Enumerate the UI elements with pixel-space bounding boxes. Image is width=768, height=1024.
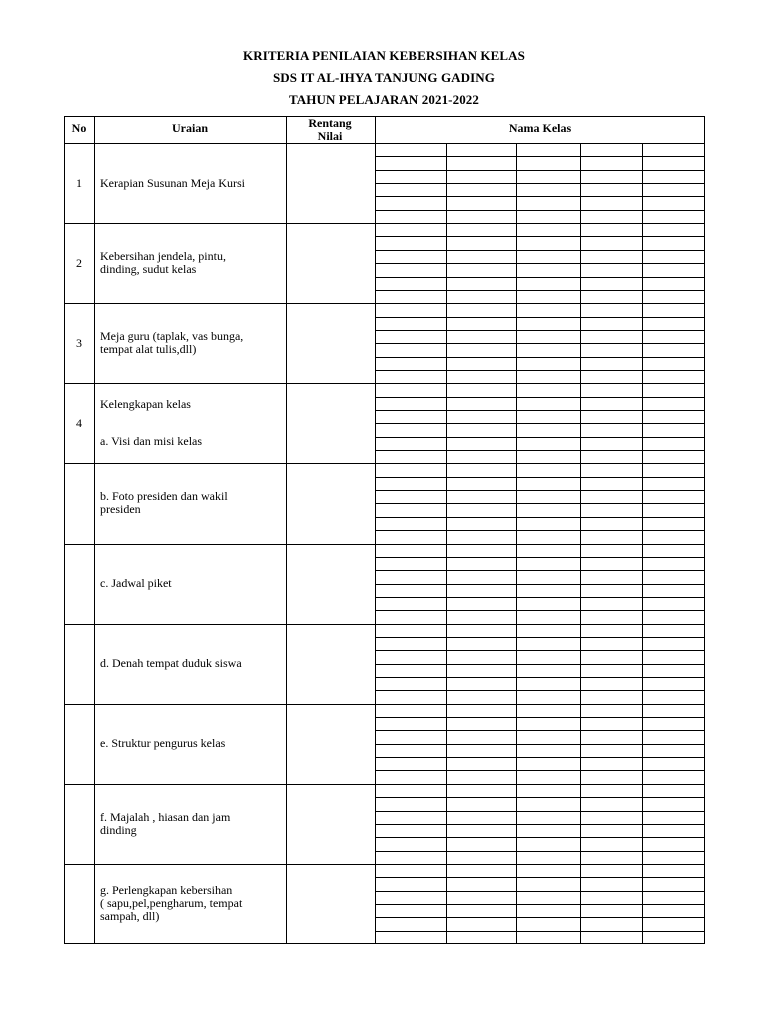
- kelas-row-divider: [375, 584, 705, 585]
- kelas-row-divider: [375, 610, 705, 611]
- uraian-cell: [100, 177, 280, 190]
- uraian-line: Kerapian Susunan Meja Kursi: [100, 175, 245, 190]
- uraian-line: ( sapu,pel,pengharum, tempat: [100, 896, 243, 911]
- kelas-row-divider: [375, 917, 705, 918]
- row-divider: [64, 784, 375, 785]
- kelas-row-divider: [375, 423, 705, 424]
- row-divider: [64, 383, 375, 384]
- school-name: SDS IT AL-IHYA TANJUNG GADING: [272, 70, 496, 85]
- kelas-row-divider: [375, 503, 705, 504]
- line-gap: [100, 411, 280, 435]
- kelas-row-divider: [375, 463, 705, 464]
- kelas-row-divider: [375, 864, 705, 865]
- kelas-row-divider: [375, 717, 705, 718]
- kelas-row-divider: [375, 450, 705, 451]
- uraian-cell: [100, 884, 280, 923]
- kelas-row-divider: [375, 757, 705, 758]
- row-divider: [64, 223, 375, 224]
- uraian-line: e. Struktur pengurus kelas: [100, 736, 226, 751]
- kelas-row-divider: [375, 263, 705, 264]
- uraian-cell: [100, 811, 280, 837]
- kelas-row-divider: [375, 196, 705, 197]
- kelas-row-divider: [375, 370, 705, 371]
- kelas-row-divider: [375, 183, 705, 184]
- kelas-row-divider: [375, 650, 705, 651]
- kelas-row-divider: [375, 690, 705, 691]
- kelas-row-divider: [375, 530, 705, 531]
- header-rentang-nilai: [286, 117, 374, 143]
- header-rentang-line2: Nilai: [317, 129, 343, 143]
- kelas-row-divider: [375, 330, 705, 331]
- kelas-row-divider: [375, 664, 705, 665]
- header-divider: [64, 143, 705, 144]
- row-divider: [64, 463, 375, 464]
- uraian-line: g. Perlengkapan kebersihan: [100, 883, 233, 898]
- uraian-line: Kebersihan jendela, pintu,: [100, 249, 226, 264]
- row-number: 3: [76, 336, 82, 351]
- kelas-row-divider: [375, 477, 705, 478]
- uraian-line: dinding: [100, 822, 137, 837]
- row-divider: [64, 704, 375, 705]
- row-divider: [64, 864, 375, 865]
- kelas-row-divider: [375, 824, 705, 825]
- kelas-row-divider: [375, 517, 705, 518]
- kelas-row-divider: [375, 317, 705, 318]
- row-number: 1: [76, 176, 82, 191]
- kelas-row-divider: [375, 437, 705, 438]
- document-title: KRITERIA PENILAIAN KEBERSIHAN KELAS: [243, 48, 525, 63]
- kelas-row-divider: [375, 383, 705, 384]
- uraian-cell: [100, 737, 280, 750]
- header-nama-kelas: Nama Kelas: [508, 121, 572, 135]
- kelas-row-divider: [375, 624, 705, 625]
- uraian-line: Meja guru (taplak, vas bunga,: [100, 329, 244, 344]
- kelas-row-divider: [375, 904, 705, 905]
- uraian-cell: [100, 250, 280, 276]
- header-no: No: [71, 121, 87, 135]
- kelas-row-divider: [375, 303, 705, 304]
- uraian-cell: [100, 577, 280, 590]
- kelas-row-divider: [375, 357, 705, 358]
- uraian-cell: [100, 657, 280, 670]
- column-divider-uraian: [286, 116, 287, 944]
- kelas-row-divider: [375, 797, 705, 798]
- kelas-row-divider: [375, 931, 705, 932]
- kelas-row-divider: [375, 557, 705, 558]
- kelas-row-divider: [375, 343, 705, 344]
- kelas-row-divider: [375, 837, 705, 838]
- kelas-row-divider: [375, 637, 705, 638]
- kelas-row-divider: [375, 877, 705, 878]
- uraian-line: a. Visi dan misi kelas: [100, 434, 203, 449]
- row-number: 2: [76, 256, 82, 271]
- kelas-row-divider: [375, 570, 705, 571]
- kelas-row-divider: [375, 410, 705, 411]
- kelas-row-divider: [375, 811, 705, 812]
- kelas-row-divider: [375, 891, 705, 892]
- kelas-row-divider: [375, 851, 705, 852]
- uraian-line: tempat alat tulis,dll): [100, 342, 197, 357]
- kelas-row-divider: [375, 290, 705, 291]
- kelas-row-divider: [375, 223, 705, 224]
- kelas-row-divider: [375, 236, 705, 237]
- kelas-row-divider: [375, 730, 705, 731]
- kelas-row-divider: [375, 210, 705, 211]
- kelas-row-divider: [375, 544, 705, 545]
- kelas-row-divider: [375, 597, 705, 598]
- kelas-row-divider: [375, 784, 705, 785]
- kelas-row-divider: [375, 156, 705, 157]
- kelas-row-divider: [375, 250, 705, 251]
- kelas-row-divider: [375, 490, 705, 491]
- uraian-line: c. Jadwal piket: [100, 576, 172, 591]
- uraian-line: sampah, dll): [100, 909, 160, 924]
- kelas-row-divider: [375, 170, 705, 171]
- header-uraian: Uraian: [172, 121, 208, 135]
- header-rentang-line1: Rentang: [308, 116, 352, 130]
- kelas-row-divider: [375, 704, 705, 705]
- kelas-row-divider: [375, 744, 705, 745]
- kelas-row-divider: [375, 277, 705, 278]
- uraian-line: Kelengkapan kelas: [100, 397, 191, 412]
- kelas-row-divider: [375, 770, 705, 771]
- row-divider: [64, 624, 375, 625]
- academic-year: TAHUN PELAJARAN 2021-2022: [288, 92, 480, 107]
- kelas-row-divider: [375, 677, 705, 678]
- uraian-line: dinding, sudut kelas: [100, 262, 197, 277]
- row-divider: [64, 303, 375, 304]
- uraian-cell: [100, 330, 280, 356]
- uraian-line: f. Majalah , hiasan dan jam: [100, 809, 231, 824]
- kelas-row-divider: [375, 397, 705, 398]
- uraian-cell: [100, 398, 280, 448]
- row-divider: [64, 544, 375, 545]
- row-number: 4: [76, 416, 82, 431]
- column-divider-no: [94, 116, 95, 944]
- uraian-line: presiden: [100, 502, 141, 517]
- uraian-cell: [100, 490, 280, 516]
- uraian-line: b. Foto presiden dan wakil: [100, 489, 228, 504]
- uraian-line: d. Denah tempat duduk siswa: [100, 656, 242, 671]
